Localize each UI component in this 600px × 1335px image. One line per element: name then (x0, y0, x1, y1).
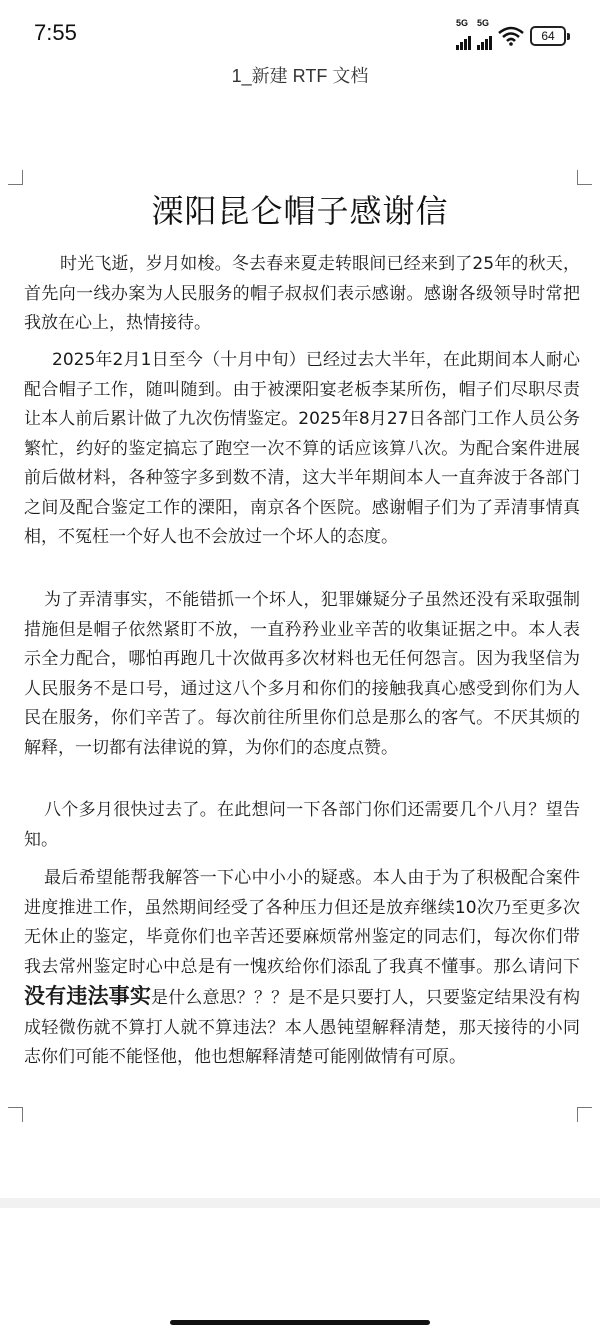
document-filename: 1_新建 RTF 文档 (231, 66, 369, 86)
paragraph-text (24, 864, 580, 1073)
paragraph-2 (24, 346, 580, 553)
emphasized-phrase: 没有违法事实 (24, 984, 151, 1008)
battery-level: 64 (541, 29, 555, 43)
status-icons (456, 18, 570, 50)
signal-5g-icon (477, 18, 492, 50)
paragraph-1 (24, 250, 580, 339)
paragraph-text: 为了弄清事实，不能错抓一个坏人，犯罪嫌疑分子虽然还没有采取强制措施但是帽子依然紧盯不放，一直矜矜业业辛苦的收集证据之中。本人表示全力配合，哪怕再跑几十次做再多次材料也无任何怨言。因为我坚信为人民服务不是口号，通过这八个多月和你们的接触我真心感受到你们为人民在服务，你们辛苦了。每次前往所里你们总是那么的客气。不厌其烦的解释，一切都有法律说的算，为你们的态度点赞。 (24, 590, 580, 758)
paragraph-text-part: 是什么意思？？？是不是只要打人，只要鉴定结果没有构成轻微伤就不算打人就不算违法？本人愚钝望解释清楚，那天接待的小同志你们可能不能怪他，他也想解释清楚可能刚做情有可原。 (24, 988, 580, 1067)
margin-corner-mark (577, 1107, 592, 1122)
battery-icon (530, 26, 570, 46)
status-time: 7:55 (34, 20, 77, 45)
wifi-icon (498, 26, 524, 46)
paragraph-5 (24, 864, 580, 1073)
paragraph-text-part: 最后希望能帮我解答一下心中小小的疑惑。本人由于为了积极配合案件进度推进工作，虽然期间经受了各种压力但还是放弃继续10次乃至更多次无休止的鉴定，毕竟你们也辛苦还要麻烦常州鉴定的同志们，每次你们带我去常州鉴定时心中总是有一愧疚给你们添乱了我真不懂事。那么请问下 (24, 868, 580, 977)
paragraph-text: 时光飞逝，岁月如梭。冬去春来夏走转眼间已经来到了25年的秋天，首先向一线办案为人民服务的帽子叔叔们表示感谢。感谢各级领导时常把我放在心上，热情接待。 (24, 254, 580, 333)
margin-corner-mark (8, 170, 23, 185)
paragraph-3 (24, 586, 580, 763)
paragraph-text: 2025年2月1日至今（十月中旬）已经过去大半年，在此期间本人耐心配合帽子工作，随叫随到。由于被溧阳宴老板李某所伤，帽子们尽职尽责让本人前后累计做了九次伤情鉴定。2025年8月27日各部门工作人员公务繁忙，约好的鉴定搞忘了跑空一次不算的话应该算八次。为配合案件进展前后做材料，各种签字多到数不清，这大半年期间本人一直奔波于各部门之间及配合鉴定工作的溧阳，南京各个医院。感谢帽子们为了弄清事情真相，不冤枉一个好人也不会放过一个坏人的态度。 (24, 350, 580, 547)
page-separator (0, 1198, 600, 1208)
signal-5g-icon (456, 18, 471, 50)
letter-title: 溧阳昆仑帽子感谢信 (151, 192, 449, 230)
home-indicator[interactable] (170, 1320, 430, 1325)
margin-corner-mark (577, 170, 592, 185)
signal-label: 5G (477, 18, 490, 28)
paragraph-4 (24, 796, 580, 855)
paragraph-text: 八个多月很快过去了。在此想问一下各部门你们还需要几个八月？望告知。 (24, 800, 580, 850)
status-bar (0, 0, 600, 70)
signal-label: 5G (456, 18, 469, 28)
margin-corner-mark (8, 1107, 23, 1122)
